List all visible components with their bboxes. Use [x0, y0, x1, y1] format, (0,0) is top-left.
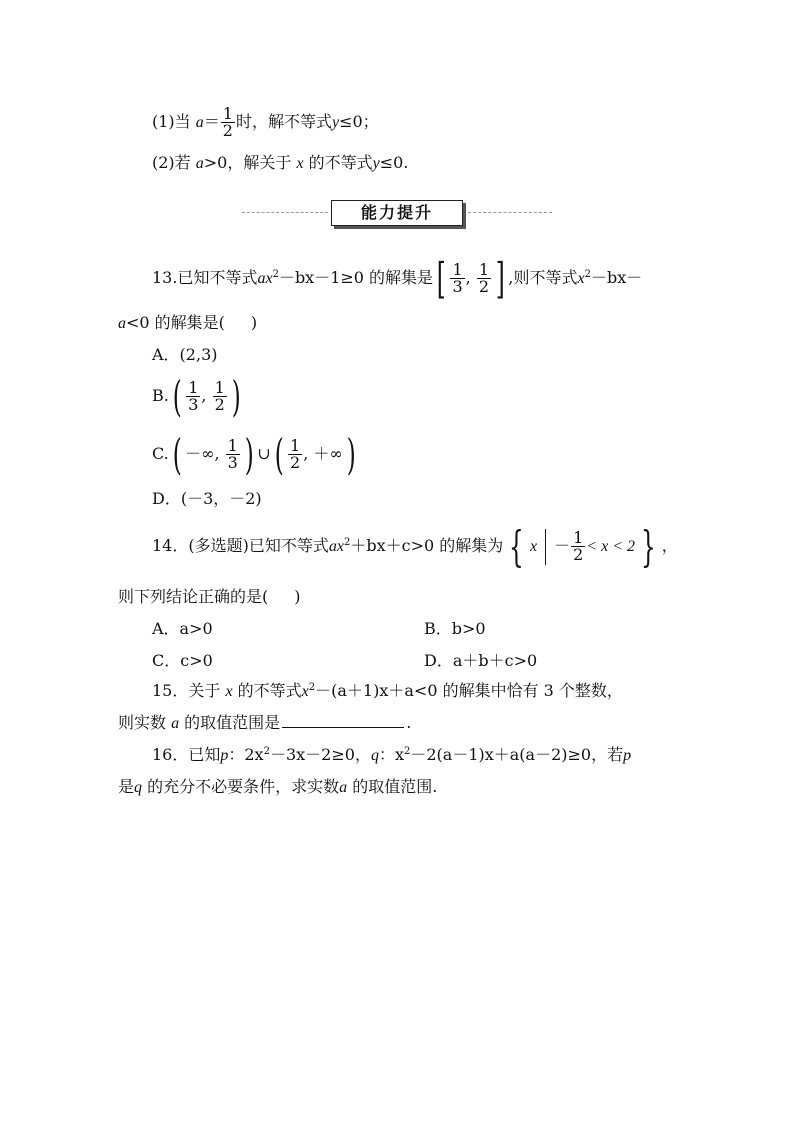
q15-line1 [152, 680, 623, 703]
exponent: 2 [263, 746, 270, 757]
q16-line2 [118, 776, 437, 799]
comma: ， [661, 536, 678, 555]
var-x: x [529, 538, 538, 555]
var-a: a [118, 315, 126, 332]
q14-expr2: ＋bx＋c>0 的解集为 [350, 536, 504, 555]
union-symbol: ∪ [257, 444, 271, 463]
q16-l2-lead: 是 [118, 777, 135, 796]
fraction-den: 3 [188, 395, 199, 414]
var-a: a [195, 155, 204, 172]
divider-left [242, 212, 328, 213]
period: . [406, 713, 412, 732]
q16-lead: 16．已知 [152, 745, 221, 764]
exponent: 2 [272, 269, 279, 280]
q12-p2-text: >0，解关于 [203, 153, 297, 172]
q16-l2-text: 的充分不必要条件，求实数 [142, 777, 340, 796]
equals: ＝ [203, 112, 220, 131]
q13-after: ,则不等式 [508, 268, 578, 287]
q16-l2-end: 的取值范围. [347, 777, 438, 796]
var-a: a [171, 715, 180, 732]
q12-p2-end: ≤0. [379, 153, 409, 172]
var-x: x [577, 270, 585, 287]
answer-blank[interactable] [282, 713, 404, 728]
comma: , [201, 386, 207, 405]
q13-expr2: －bx－1≥0 的解集是 [278, 268, 434, 287]
q14-lead: 14．(多选题)已知不等式 [152, 536, 329, 555]
q12-p1-lead: (1)当 [152, 112, 196, 131]
fraction-den: 2 [478, 277, 490, 296]
q13-expr: ax [257, 270, 273, 287]
var-q: q [134, 779, 143, 796]
var-x: x [225, 683, 233, 700]
exponent: 2 [403, 746, 411, 757]
q12-part2 [152, 152, 408, 175]
q15-l2-lead: 则实数 [118, 713, 172, 732]
comma: , [465, 268, 471, 287]
var-q: q [370, 747, 379, 764]
fraction-den: 3 [227, 453, 238, 472]
set-condition: < x < 2 [586, 538, 635, 555]
fraction [477, 262, 491, 295]
fraction-num: 1 [222, 104, 233, 123]
minus-sign: － [554, 536, 571, 555]
q14-option-c: C．c>0 [152, 651, 213, 670]
fraction-half [221, 106, 235, 139]
q16-text4: －2(a－1)x＋a(a－2)≥0，若 [410, 745, 624, 764]
q13-option-a: A．(2,3) [152, 345, 218, 364]
fraction [186, 380, 200, 413]
q12-part1 [152, 106, 379, 139]
fraction-den: 3 [452, 277, 463, 296]
option-label: C. [152, 444, 169, 463]
q14-line2: 则下列结论正确的是( [118, 587, 269, 606]
q12-p1-text: 时，解不等式 [235, 112, 332, 131]
q15-text2: －(a＋1)x＋a<0 的解集中恰有 3 个整数， [315, 681, 623, 700]
q16-line1 [152, 744, 631, 767]
var-x: x [296, 155, 304, 172]
right-paren: ) [244, 429, 254, 479]
right-brace: } [641, 521, 656, 571]
fraction-num: 1 [478, 260, 490, 279]
q13-option-c [152, 429, 359, 479]
exponent: 2 [308, 682, 316, 693]
fraction [450, 262, 464, 295]
fraction [226, 438, 240, 471]
q16-text3: ：x [378, 745, 404, 764]
paren-close: ) [294, 587, 301, 606]
var-a: a [339, 779, 348, 796]
q13-lead: 13.已知不等式 [152, 268, 258, 287]
q16-text: ：2x [228, 745, 264, 764]
q14-option-b: B．b>0 [424, 619, 486, 638]
q13-stem [152, 253, 643, 303]
q15-line2 [118, 712, 411, 735]
q12-p2-text2: 的不等式 [303, 153, 373, 172]
fraction-den: 2 [214, 395, 225, 414]
q13-line2: <0 的解集是( [126, 313, 225, 332]
q14-stem [152, 521, 678, 571]
fraction-num: 1 [227, 436, 238, 455]
right-paren: ) [231, 371, 241, 421]
q15-text: 的不等式 [232, 681, 302, 700]
divider-right [468, 212, 552, 213]
fraction-num: 1 [214, 378, 225, 397]
var-p: p [220, 747, 229, 764]
var-y: y [331, 114, 340, 131]
set-bar [545, 529, 546, 565]
q14-expr: ax [328, 538, 344, 555]
fraction-num: 1 [188, 378, 199, 397]
paren-close: ) [250, 313, 258, 332]
fraction [213, 380, 227, 413]
q16-text2: －3x－2≥0， [269, 745, 371, 764]
left-paren: ( [172, 371, 182, 421]
exponent: 2 [343, 537, 351, 548]
q13-tail: －bx－ [590, 268, 643, 287]
var-x: x [301, 683, 309, 700]
fraction-num: 1 [290, 436, 301, 455]
q14-option-a: A．a>0 [152, 619, 213, 638]
var-p: p [623, 747, 632, 764]
left-paren: ( [172, 429, 182, 479]
fraction-den: 2 [290, 453, 301, 472]
q14-option-d: D．a＋b＋c>0 [424, 651, 538, 670]
q13-stem-line2 [118, 312, 257, 335]
q14-stem-line2 [118, 586, 301, 608]
exponent: 2 [584, 269, 591, 280]
right-bracket: ] [495, 253, 505, 303]
neg-infinity: －∞, [185, 444, 220, 463]
fraction [288, 438, 302, 471]
section-banner: 能力提升 [331, 200, 463, 226]
fraction [571, 530, 585, 563]
q13-option-b [152, 371, 244, 421]
var-y: y [372, 155, 380, 172]
q12-p1-end: ≤0； [339, 112, 379, 131]
q15-l2-text: 的取值范围是 [179, 713, 281, 732]
fraction-num: 1 [452, 260, 463, 279]
q12-p2-lead: (2)若 [152, 153, 196, 172]
var-a: a [195, 114, 204, 131]
left-paren: ( [274, 429, 284, 479]
q15-lead: 15．关于 [152, 681, 226, 700]
fraction-den: 2 [573, 545, 584, 564]
fraction-num: 1 [573, 528, 584, 547]
fraction-den: 2 [222, 121, 233, 140]
right-paren: ) [346, 429, 356, 479]
option-label: B. [152, 386, 169, 405]
left-bracket: [ [436, 253, 446, 303]
pos-infinity: , ＋∞ [303, 444, 343, 463]
left-brace: { [509, 521, 524, 571]
q13-option-d: D．(－3，－2) [152, 489, 262, 508]
